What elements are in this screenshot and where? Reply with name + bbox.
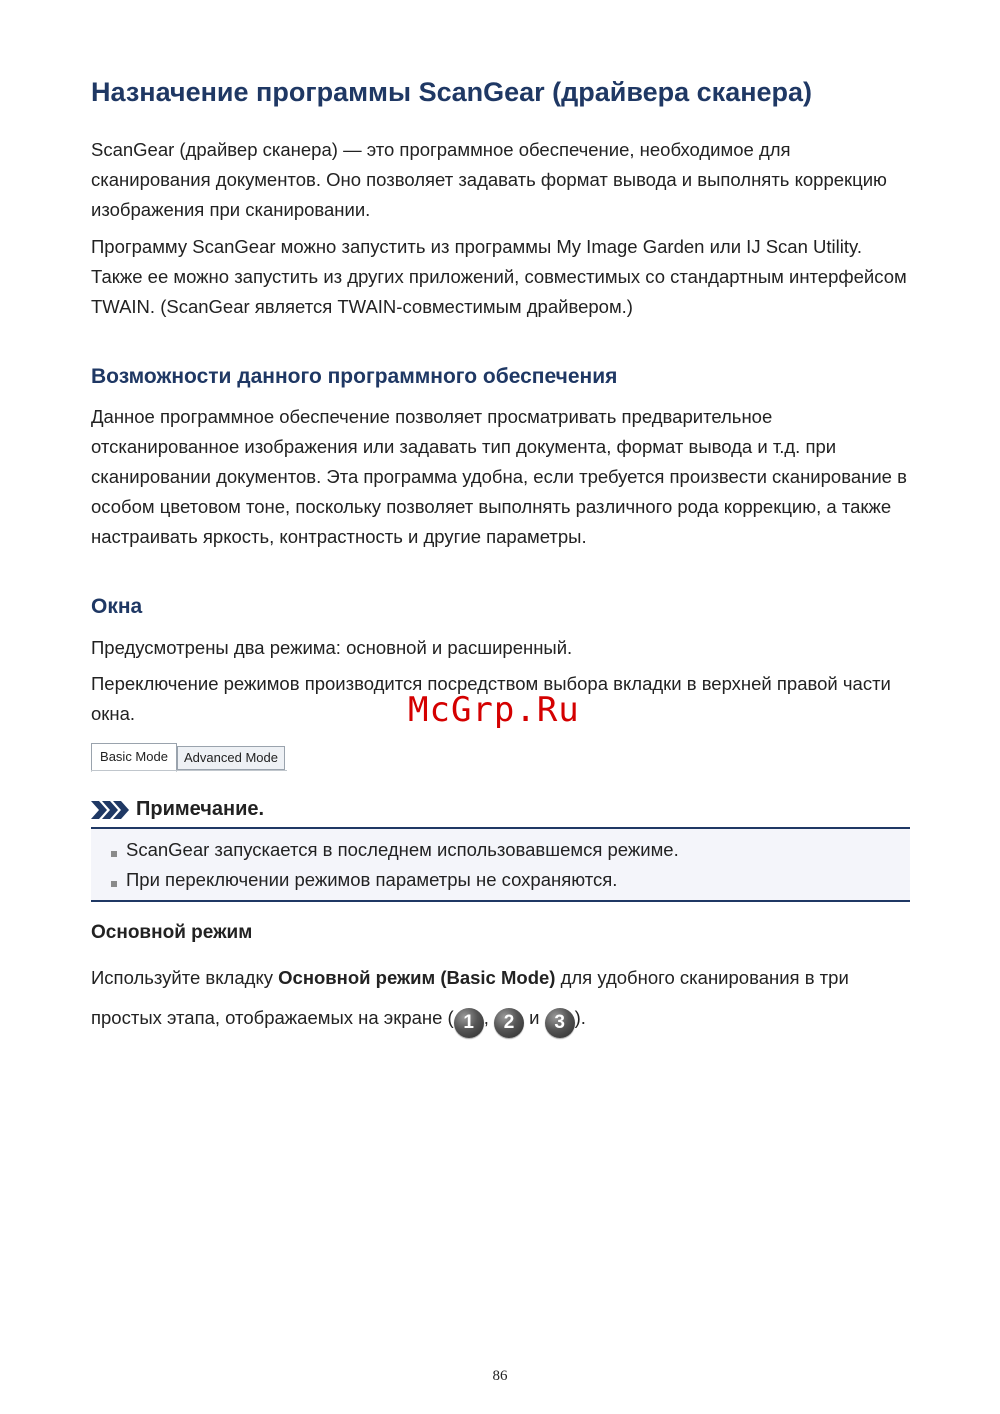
basic-mode-text-after: для удобного сканирования в три простых этапа, отображаемых на экране ( bbox=[91, 967, 849, 1028]
windows-heading: Окна bbox=[91, 595, 143, 618]
watermark: McGrp.Ru bbox=[408, 690, 580, 730]
step-2-icon: 2 bbox=[494, 1008, 524, 1038]
basic-mode-paragraph bbox=[91, 958, 911, 1038]
basic-mode-bold-term: Основной режим (Basic Mode) bbox=[278, 967, 556, 988]
features-paragraph: Данное программное обеспечение позволяет просматривать предварительное отсканированное изображения или задавать тип документа, формат вывода и т.д. при сканировании документов. Эта программа удобна, если требуется произвести сканирование в особом цветовом тоне, поскольку позволяет выполнять различного рода коррекцию, а также настраивать яркость, контрастность и другие параметры. bbox=[91, 406, 907, 547]
note-box bbox=[91, 827, 910, 902]
windows-paragraph-1: Предусмотрены два режима: основной и расширенный. bbox=[91, 637, 573, 658]
windows-paragraph-2: Переключение режимов производится посредством выбора вкладки в верхней правой части окна. bbox=[91, 673, 891, 724]
intro-paragraph-2: Программу ScanGear можно запустить из программы My Image Garden или IJ Scan Utility. Также ее можно запустить из других приложений, совместимых со стандартным интерфейсом TWAIN. (ScanGear является TWAIN-совместимым драйвером.) bbox=[91, 236, 907, 317]
features-heading: Возможности данного программного обеспечения bbox=[91, 365, 618, 388]
note-title: Примечание. bbox=[136, 798, 265, 820]
step-1-icon: 1 bbox=[454, 1008, 484, 1038]
bullet-icon bbox=[111, 881, 117, 887]
note-item-2: При переключении режимов параметры не сохраняются. bbox=[126, 869, 618, 890]
basic-mode-heading: Основной режим bbox=[91, 922, 253, 943]
basic-mode-text-end: ). bbox=[574, 1007, 586, 1028]
separator-1: , bbox=[483, 1007, 494, 1028]
bullet-icon bbox=[111, 851, 117, 857]
page-number: 86 bbox=[492, 1368, 508, 1384]
tabs-divider bbox=[91, 770, 287, 771]
tab-advanced-mode: Advanced Mode bbox=[177, 746, 285, 770]
intro-paragraph-1: ScanGear (драйвер сканера) — это программное обеспечение, необходимое для сканирования документов. Оно позволяет задавать формат вывода и выполнять коррекцию изображения при сканировании. bbox=[91, 139, 887, 220]
triple-chevron-icon bbox=[91, 801, 131, 819]
page-title: Назначение программы ScanGear (драйвера сканера) bbox=[91, 77, 813, 107]
step-3-icon: 3 bbox=[545, 1008, 575, 1038]
tab-basic-mode: Basic Mode bbox=[91, 743, 177, 772]
basic-mode-text-before: Используйте вкладку bbox=[91, 967, 279, 988]
separator-2: и bbox=[524, 1007, 545, 1028]
note-item-1: ScanGear запускается в последнем использовавшемся режиме. bbox=[126, 839, 679, 860]
